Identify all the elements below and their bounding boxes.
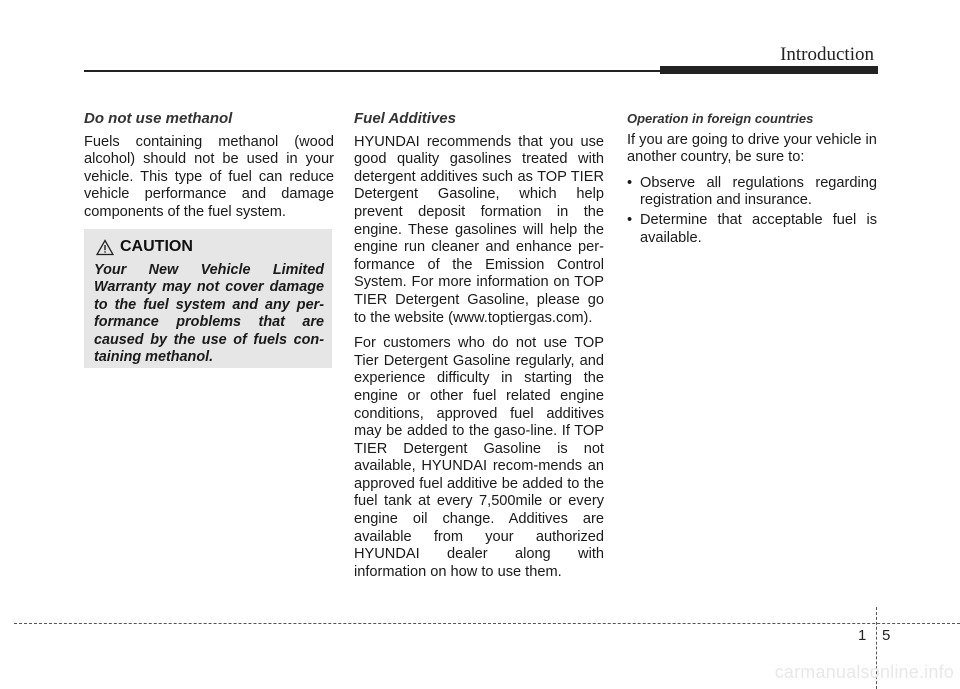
header-rule-thin <box>84 70 662 72</box>
list-item: • Observe all regulations regarding registration and insurance. <box>627 175 877 210</box>
chapter-number: 1 <box>858 627 867 644</box>
column-methanol <box>84 110 334 230</box>
column-foreign-countries <box>627 110 877 249</box>
methanol-heading: Do not use methanol <box>84 110 233 127</box>
foreign-countries-heading: Operation in foreign countries <box>627 111 814 126</box>
footer-dashed-line <box>14 623 960 624</box>
page-number: 5 <box>882 627 891 644</box>
fuel-additives-heading: Fuel Additives <box>354 110 456 127</box>
fuel-additives-paragraph-1: HYUNDAI recommends that you use good quality gasolines treated with detergent additives such as TOP TIER Detergent Gasoline, which help prevent deposit formation in the engine. These gasolines will help the engine run cleaner and enhance per-formance of the Emission Control System. For more information on TOP TIER Detergent Gasoline, please go to the website (www.toptiergas.com). <box>354 133 604 326</box>
fuel-additives-paragraph-2: For customers who do not use TOP Tier Detergent Gasoline regularly, and experience difficulty in starting the engine or other fuel related engine conditions, approved fuel additives may be added to the gaso-line. If TOP TIER Detergent Gasoline is not available, HYUNDAI recom-mends an approved fuel additive be added to the fuel tank at every 7,500mile or every engine oil change. Additives are available from your authorized HYUNDAI dealer along with information on how to use them. <box>354 335 604 580</box>
section-title: Introduction <box>780 44 874 65</box>
caution-text: Your New Vehicle Limited Warranty may not cover damage to the fuel system and any per-formance problems that are caused by the use of fuels con-taining methanol. <box>94 262 324 366</box>
header-rule-thick <box>660 66 878 74</box>
warning-triangle-icon <box>96 239 114 256</box>
caution-title: CAUTION <box>120 238 193 255</box>
methanol-paragraph: Fuels containing methanol (wood alcohol) should not be used in your vehicle. This type of fuel can reduce vehicle performance and damage components of the fuel system. <box>84 133 334 220</box>
foreign-countries-list <box>627 175 877 247</box>
list-item: • Determine that acceptable fuel is available. <box>627 212 877 247</box>
foreign-countries-intro: If you are going to drive your vehicle in another country, be sure to: <box>627 131 877 166</box>
watermark: carmanualsonline.info <box>774 662 954 682</box>
caution-header <box>96 238 193 256</box>
column-fuel-additives <box>354 110 604 589</box>
caution-box <box>84 229 332 368</box>
